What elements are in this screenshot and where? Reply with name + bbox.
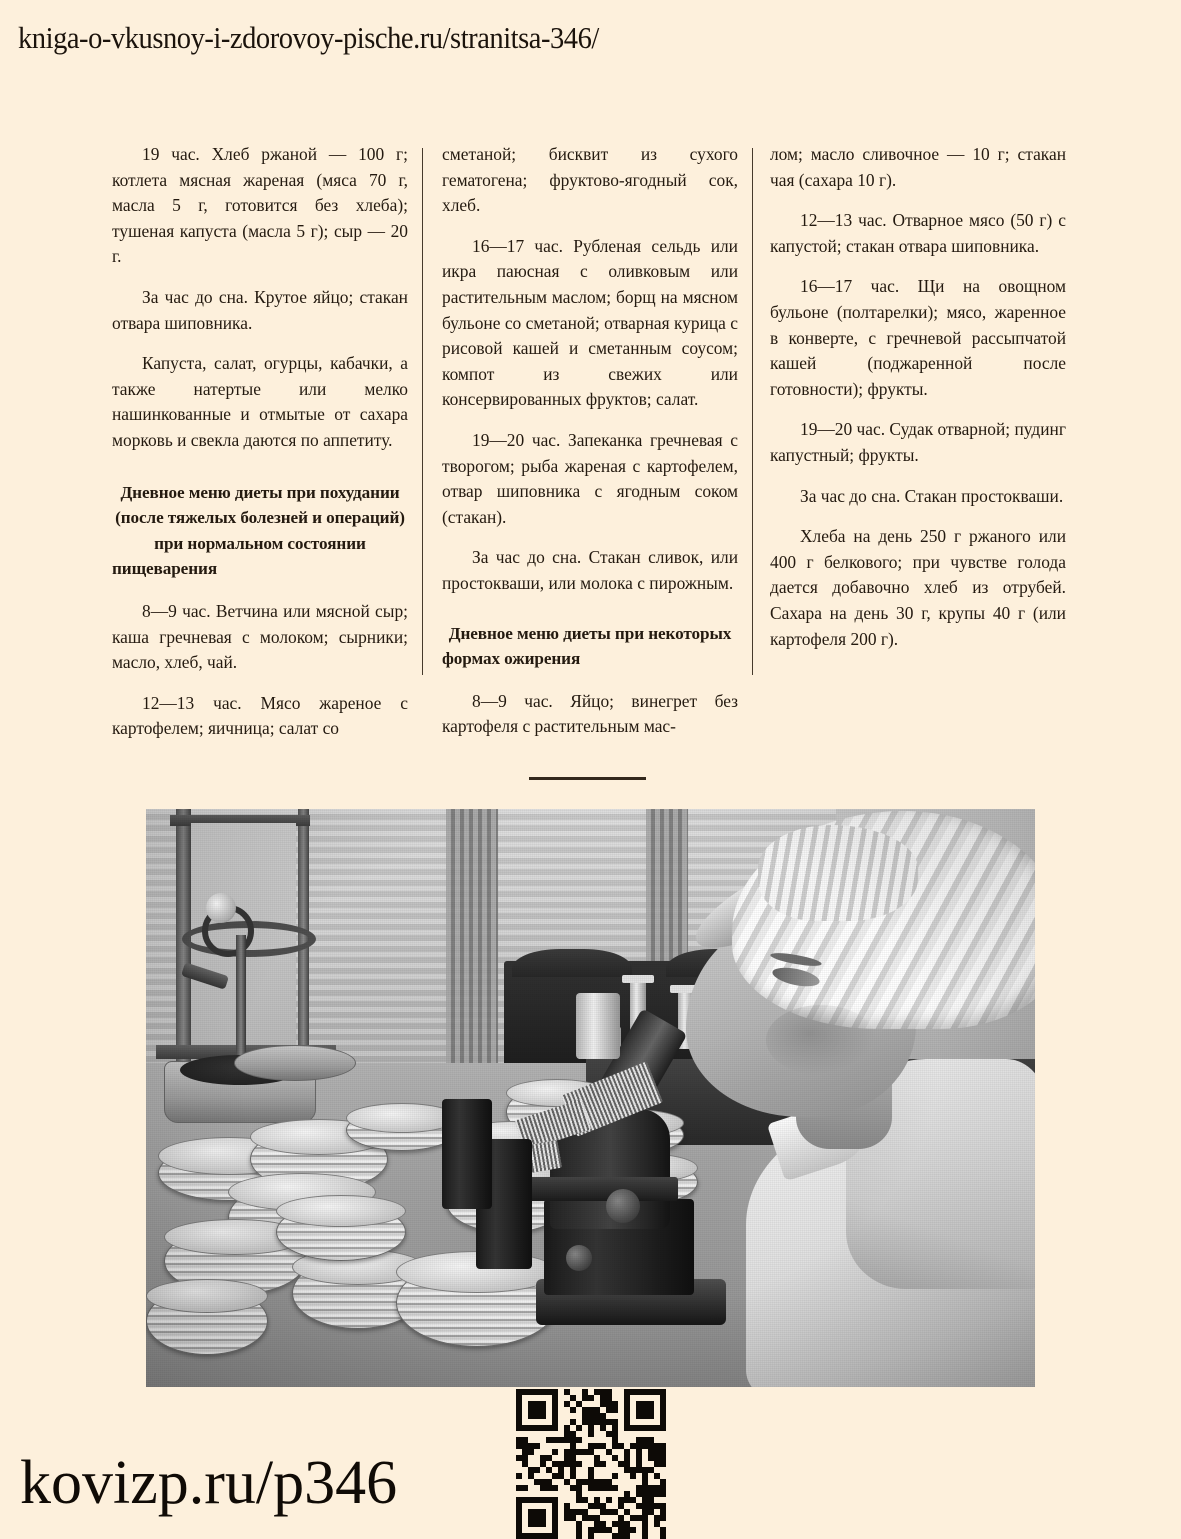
short-url-footer: kovizp.ru/p346 xyxy=(20,1449,398,1517)
page-source-url: kniga-o-vkusnoy-i-zdorovoy-pische.ru/stranitsa-346/ xyxy=(18,20,599,55)
text-column-1 xyxy=(112,142,408,739)
lamp-bulb xyxy=(206,893,236,923)
article-text-columns xyxy=(112,142,1074,739)
text-column-3 xyxy=(770,142,1066,687)
microscope-lamp-housing xyxy=(442,1099,492,1209)
paragraph: 19 час. Хлеб ржаной — 100 г; котлета мясная жареная (мяса 70 г, масла 5 г, готовится без хлеба); тушеная капуста (масла 5 г); сыр — 20 г. xyxy=(112,144,408,267)
section-divider-rule xyxy=(529,777,646,780)
technician-turban-fold xyxy=(758,825,918,921)
microscope-stage xyxy=(518,1177,678,1201)
qr-code[interactable] xyxy=(516,1389,666,1539)
metal-pan xyxy=(234,1045,356,1081)
paragraph: За час до сна. Крутое яйцо; стакан отвара шиповника. xyxy=(112,286,408,333)
technician-cheek-shadow xyxy=(766,1005,876,1075)
reagent-bottle xyxy=(576,993,620,1059)
paragraph: 19—20 час. Судак отварной; пудинг капустный; фрукты. xyxy=(770,419,1066,465)
petri-dish-lid xyxy=(276,1195,406,1227)
paragraph: За час до сна. Стакан простокваши. xyxy=(800,485,1064,506)
paragraph-continued: лом; масло сливочное — 10 г; стакан чая (сахара 10 г). xyxy=(770,144,1066,190)
microscope-focus-knob-fine xyxy=(566,1245,592,1271)
microscope-focus-knob-coarse xyxy=(606,1189,640,1223)
curtain-left xyxy=(446,809,498,1075)
paragraph: 16—17 час. Рубленая сельдь или икра паюсная с оливковым или растительным маслом; борщ на мясном бульоне со сметаной; отварная курица с рисовой кашей и сметанным соусом; компот из свежих или консервированных фруктов; салат. xyxy=(442,235,738,410)
paragraph: 19—20 час. Запеканка гречневая с творогом; рыба жареная с картофелем, отвар шиповника с ягодным соком (стакан). xyxy=(442,429,738,527)
instrument-rack-crest xyxy=(512,949,632,977)
paragraph: Капуста, салат, огурцы, кабачки, а также натертые или мелко нашинкованные и отмытые от сахара морковь и свекла даются по аппетиту. xyxy=(112,353,408,450)
column-divider-rule xyxy=(752,148,753,675)
paragraph-continued: сметаной; бисквит из сухого гематогена; фруктово-ягодный сок, хлеб. xyxy=(442,144,738,216)
paragraph: 8—9 час. Ветчина или мясной сыр; каша гречневая с молоком; сырники; масло, хлеб, чай. xyxy=(112,600,408,673)
section-heading: Дневное меню диеты при некоторых формах ожирения xyxy=(442,623,732,669)
column-divider-rule xyxy=(422,148,423,675)
paragraph: 12—13 час. Отварное мясо (50 г) с капустой; стакан отвара шиповника. xyxy=(770,210,1066,256)
paragraph: Хлеба на день 250 г ржаного или 400 г белкового; при чувстве голода дается добавочно хлеб из отрубей. Сахара на день 30 г, крупы 40 г (или картофеля 200 г). xyxy=(770,526,1066,649)
paragraph: 12—13 час. Мясо жареное с картофелем; яичница; салат со xyxy=(112,692,408,739)
section-heading: Дневное меню диеты при похудании (после тяжелых болезней и операций) при нормальном состоянии пищеварения xyxy=(112,482,405,579)
petri-dish-lid xyxy=(146,1279,268,1313)
paragraph: За час до сна. Стакан сливок, или простокваши, или молока с пирожным. xyxy=(442,547,738,593)
paragraph: 16—17 час. Щи на овощном бульоне (полтарелки); мясо, жаренное в конверте, с гречневой рассыпчатой кашей (поджаренной после готовности); фрукты. xyxy=(770,276,1066,399)
text-column-2 xyxy=(442,142,738,737)
hourglass-1-cap xyxy=(622,975,654,983)
laboratory-photograph xyxy=(146,809,1035,1387)
paragraph: 8—9 час. Яйцо; винегрет без картофеля с растительным мас- xyxy=(442,690,738,737)
